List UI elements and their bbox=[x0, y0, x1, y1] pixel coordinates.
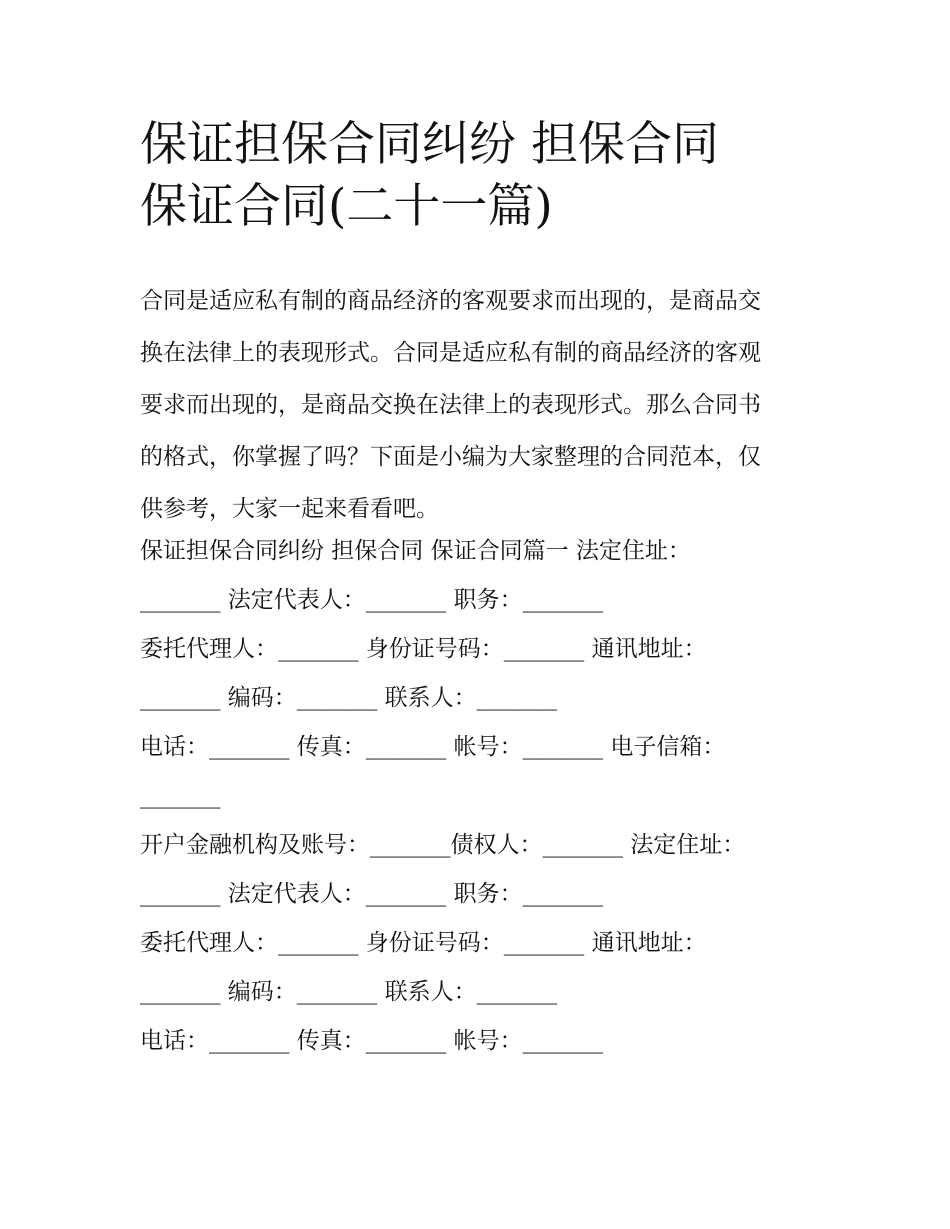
title-line: 保证担保合同纠纷 担保合同 bbox=[140, 117, 719, 172]
intro-line: 的格式，你掌握了吗？下面是小编为大家整理的合同范本，仅 bbox=[140, 444, 761, 470]
form-field-line: _______ 法定代表人：_______ 职务：_______ bbox=[140, 881, 604, 907]
form-field-line: 电话：_______ 传真：_______ 帐号：_______ bbox=[140, 1028, 604, 1054]
form-field-line: 委托代理人：_______ 身份证号码：_______ 通讯地址： bbox=[140, 636, 707, 662]
contract-body bbox=[140, 527, 830, 1066]
document-title bbox=[140, 114, 860, 238]
section-heading: 保证担保合同纠纷 担保合同 保证合同篇一 法定住址： bbox=[140, 538, 691, 564]
form-field-line: _______ 编码：_______ 联系人：_______ bbox=[140, 685, 558, 711]
form-field-line: _______ 编码：_______ 联系人：_______ bbox=[140, 979, 558, 1005]
form-field-line: 委托代理人：_______ 身份证号码：_______ 通讯地址： bbox=[140, 930, 707, 956]
intro-line: 换在法律上的表现形式。合同是适应私有制的商品经济的客观 bbox=[140, 340, 761, 366]
form-field-line: _______ bbox=[140, 783, 221, 809]
intro-paragraph bbox=[140, 275, 830, 535]
form-field-line: _______ 法定代表人：_______ 职务：_______ bbox=[140, 587, 604, 613]
form-field-line: 开户金融机构及账号：_______债权人：_______ 法定住址： bbox=[140, 832, 746, 858]
intro-line: 合同是适应私有制的商品经济的客观要求而出现的，是商品交 bbox=[140, 288, 761, 314]
title-line: 保证合同(二十一篇) bbox=[140, 179, 553, 234]
intro-line: 供参考，大家一起来看看吧。 bbox=[140, 496, 439, 522]
intro-line: 要求而出现的，是商品交换在法律上的表现形式。那么合同书 bbox=[140, 392, 761, 418]
form-field-line: 电话：_______ 传真：_______ 帐号：_______ 电子信箱： bbox=[140, 734, 726, 760]
